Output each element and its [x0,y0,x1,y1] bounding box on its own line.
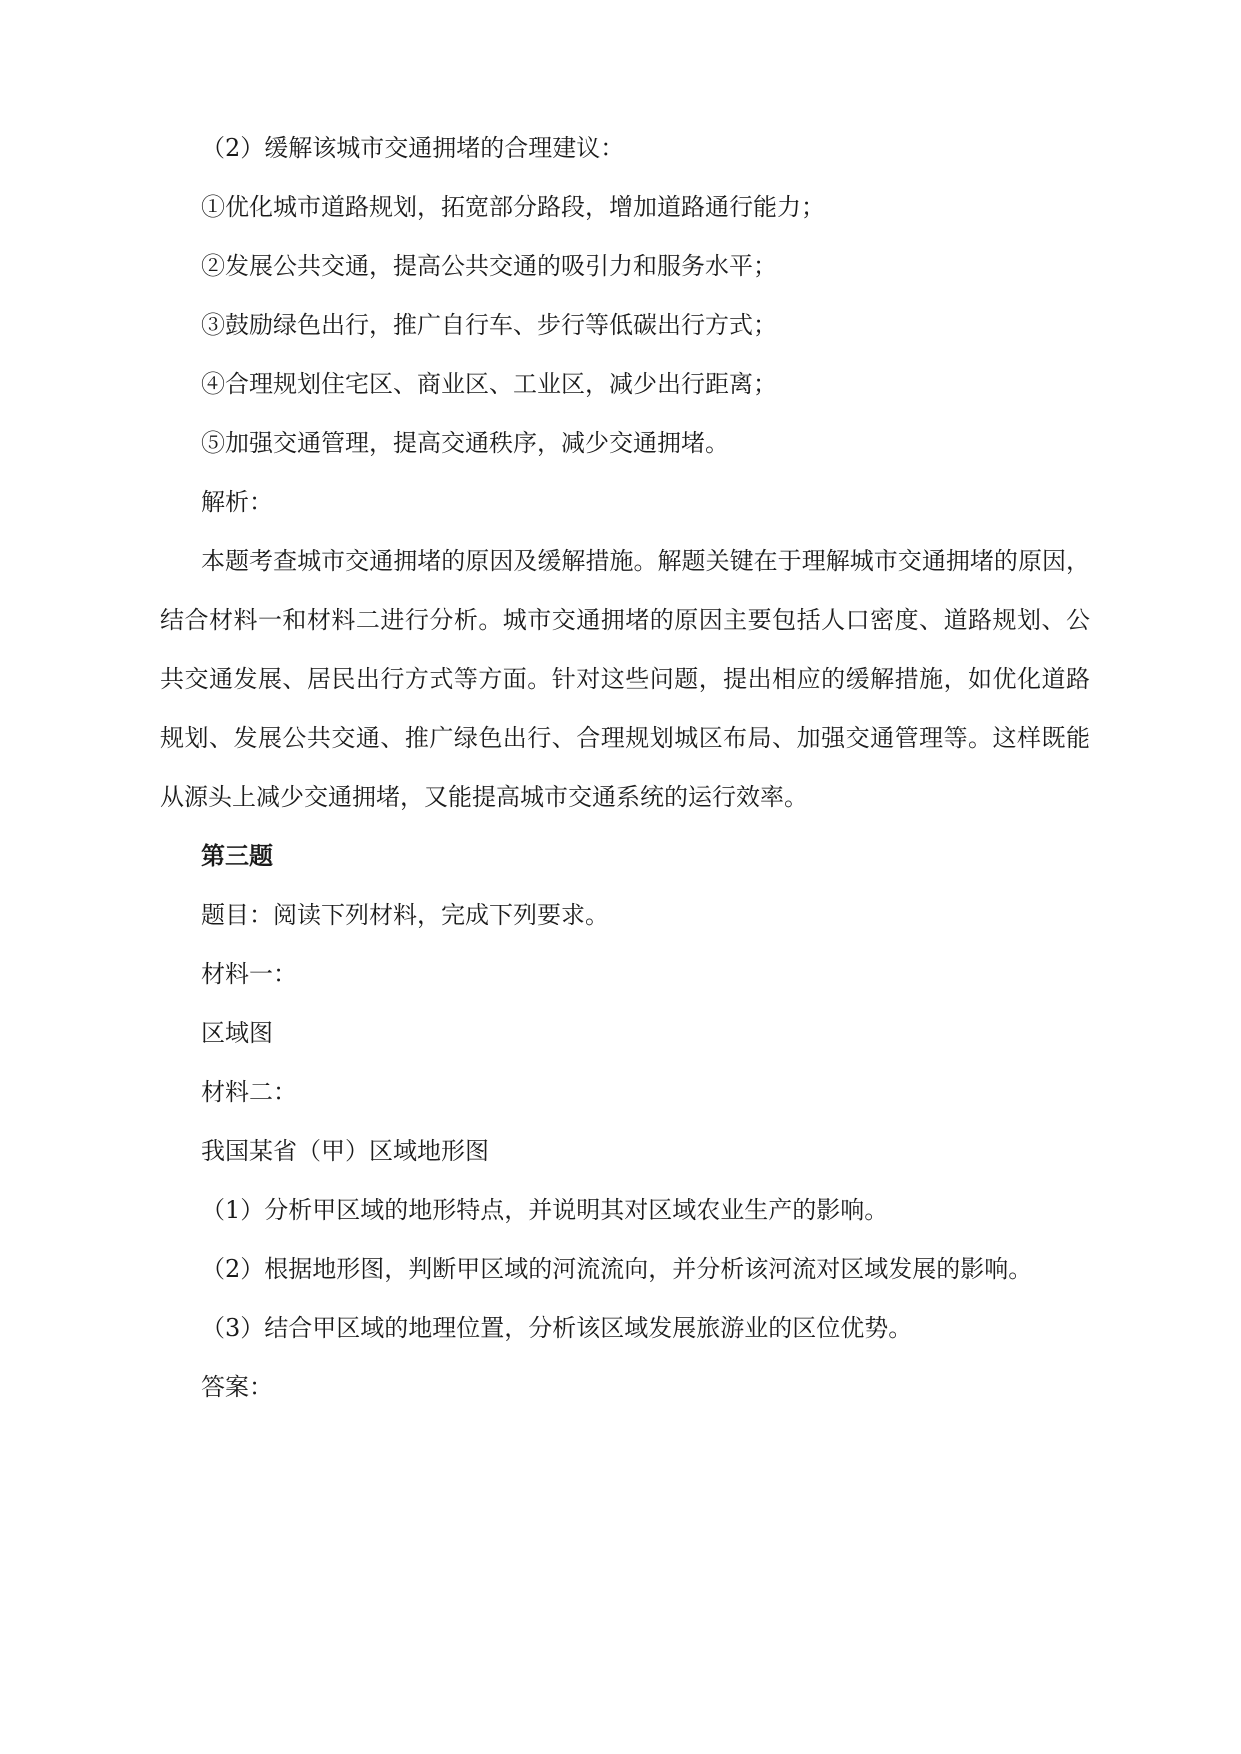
analysis-text-line: 从源头上减少交通拥堵，又能提高城市交通系统的运行效率。 [160,783,808,811]
sub-question: （2）根据地形图，判断甲区域的河流流向，并分析该河流对区域发展的影响。 [201,1255,1033,1283]
answer-part2-title: （2）缓解该城市交通拥堵的合理建议： [201,134,625,162]
analysis-text-line: 共交通发展、居民出行方式等方面。针对这些问题，提出相应的缓解措施，如优化道路 [160,665,1090,693]
analysis-text-line: 结合材料一和材料二进行分析。城市交通拥堵的原因主要包括人口密度、道路规划、公 [160,606,1090,634]
material2-content: 我国某省（甲）区域地形图 [201,1137,489,1165]
material2-label: 材料二： [201,1078,297,1106]
analysis-text-line: 本题考查城市交通拥堵的原因及缓解措施。解题关键在于理解城市交通拥堵的原因， [201,547,1090,575]
analysis-text-line: 规划、发展公共交通、推广绿色出行、合理规划城区布局、加强交通管理等。这样既能 [160,724,1090,752]
answer-item: ①优化城市道路规划，拓宽部分路段，增加道路通行能力； [201,193,825,221]
sub-question: （3）结合甲区域的地理位置，分析该区域发展旅游业的区位优势。 [201,1314,913,1342]
material1-label: 材料一： [201,960,297,988]
answer-item: ⑤加强交通管理，提高交通秩序，减少交通拥堵。 [201,429,729,457]
answer-item: ③鼓励绿色出行，推广自行车、步行等低碳出行方式； [201,311,777,339]
question-prompt: 题目：阅读下列材料，完成下列要求。 [201,901,609,929]
section-heading: 第三题 [201,841,273,870]
answer-item: ②发展公共交通，提高公共交通的吸引力和服务水平； [201,252,777,280]
analysis-label: 解析： [201,488,273,516]
answer-label: 答案： [201,1373,273,1401]
material1-content: 区域图 [201,1019,273,1047]
answer-item: ④合理规划住宅区、商业区、工业区，减少出行距离； [201,370,777,398]
sub-question: （1）分析甲区域的地形特点，并说明其对区域农业生产的影响。 [201,1196,889,1224]
